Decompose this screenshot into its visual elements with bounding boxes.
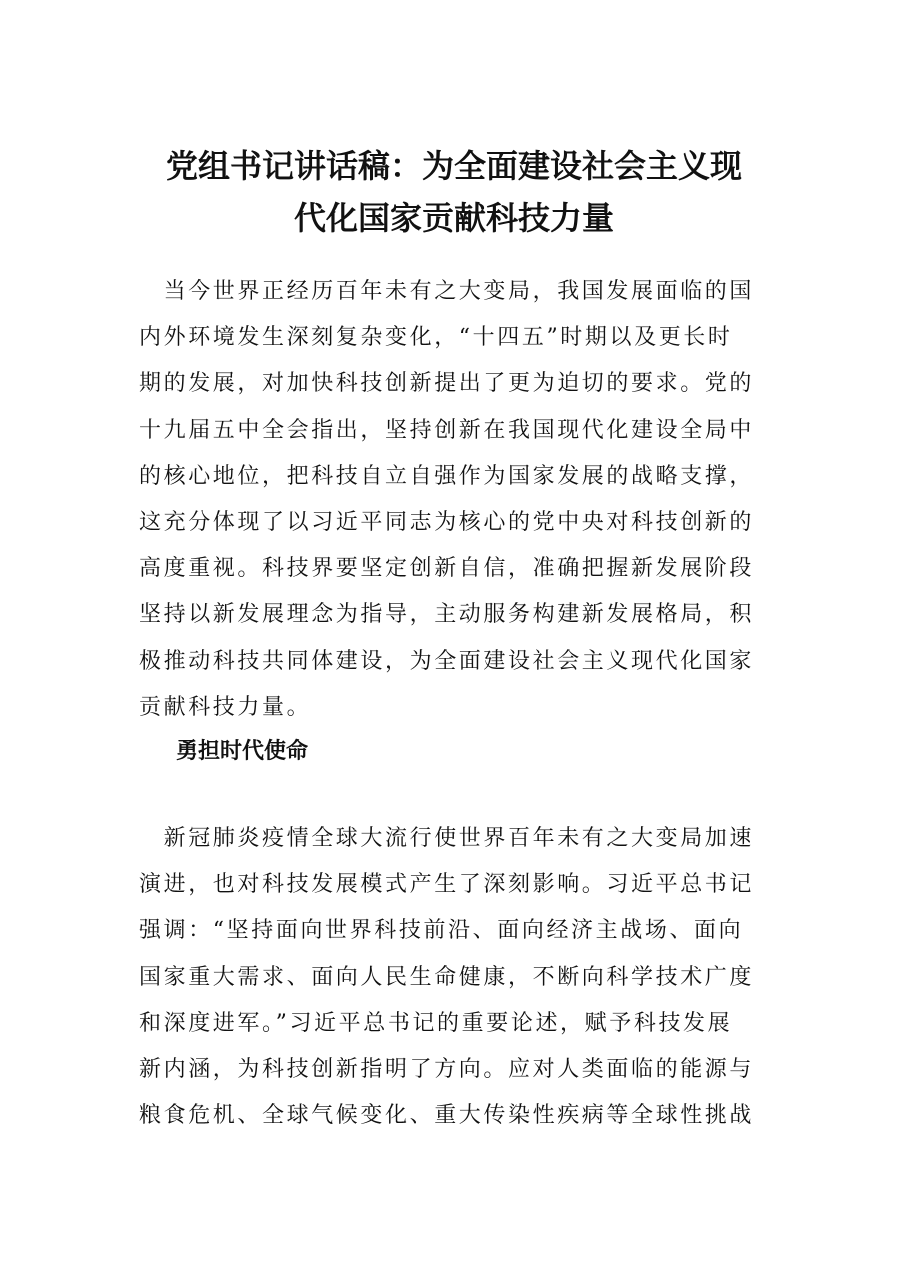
paragraph-line: 极推动科技共同体建设，为全面建设社会主义现代化国家: [139, 648, 755, 674]
section-heading: 勇担时代使命: [176, 739, 309, 764]
title-line: 党组书记讲话稿：为全面建设社会主义现: [165, 147, 742, 185]
intro-paragraph: [139, 269, 771, 731]
section-paragraph: [139, 816, 771, 1139]
paragraph-line: 坚持以新发展理念为指导，主动服务构建新发展格局，积: [139, 602, 755, 628]
paragraph-line: 新冠肺炎疫情全球大流行使世界百年未有之大变局加速: [139, 826, 755, 851]
paragraph-line: 期的发展，对加快科技创新提出了更为迫切的要求。党的: [139, 371, 755, 397]
paragraph-line: 强调：“坚持面向世界科技前沿、面向经济主战场、面向: [139, 918, 744, 944]
paragraph-line: 十九届五中全会指出，坚持创新在我国现代化建设全局中: [139, 417, 755, 443]
paragraph-line: 国家重大需求、面向人民生命健康，不断向科学技术广度: [139, 964, 755, 990]
paragraph-line: 这充分体现了以习近平同志为核心的党中央对科技创新的: [139, 510, 755, 536]
document-title: [128, 140, 780, 244]
paragraph-line: 演进，也对科技发展模式产生了深刻影响。习近平总书记: [139, 872, 755, 898]
paragraph-line: 当今世界正经历百年未有之大变局，我国发展面临的国: [139, 279, 755, 304]
paragraph-line: 贡献科技力量。: [139, 694, 312, 720]
title-line: 代化国家贡献科技力量: [293, 199, 614, 237]
paragraph-line: 高度重视。科技界要坚定创新自信，准确把握新发展阶段: [139, 556, 755, 582]
paragraph-line: 和深度进军。”习近平总书记的重要论述，赋予科技发展: [139, 1010, 733, 1036]
paragraph-line: 内外环境发生深刻复杂变化，“十四五”时期以及更长时: [139, 325, 733, 351]
paragraph-line: 的核心地位，把科技自立自强作为国家发展的战略支撑，: [139, 463, 755, 489]
paragraph-line: 新内涵，为科技创新指明了方向。应对人类面临的能源与: [139, 1057, 755, 1083]
paragraph-line: 粮食危机、全球气候变化、重大传染性疾病等全球性挑战: [139, 1103, 755, 1129]
